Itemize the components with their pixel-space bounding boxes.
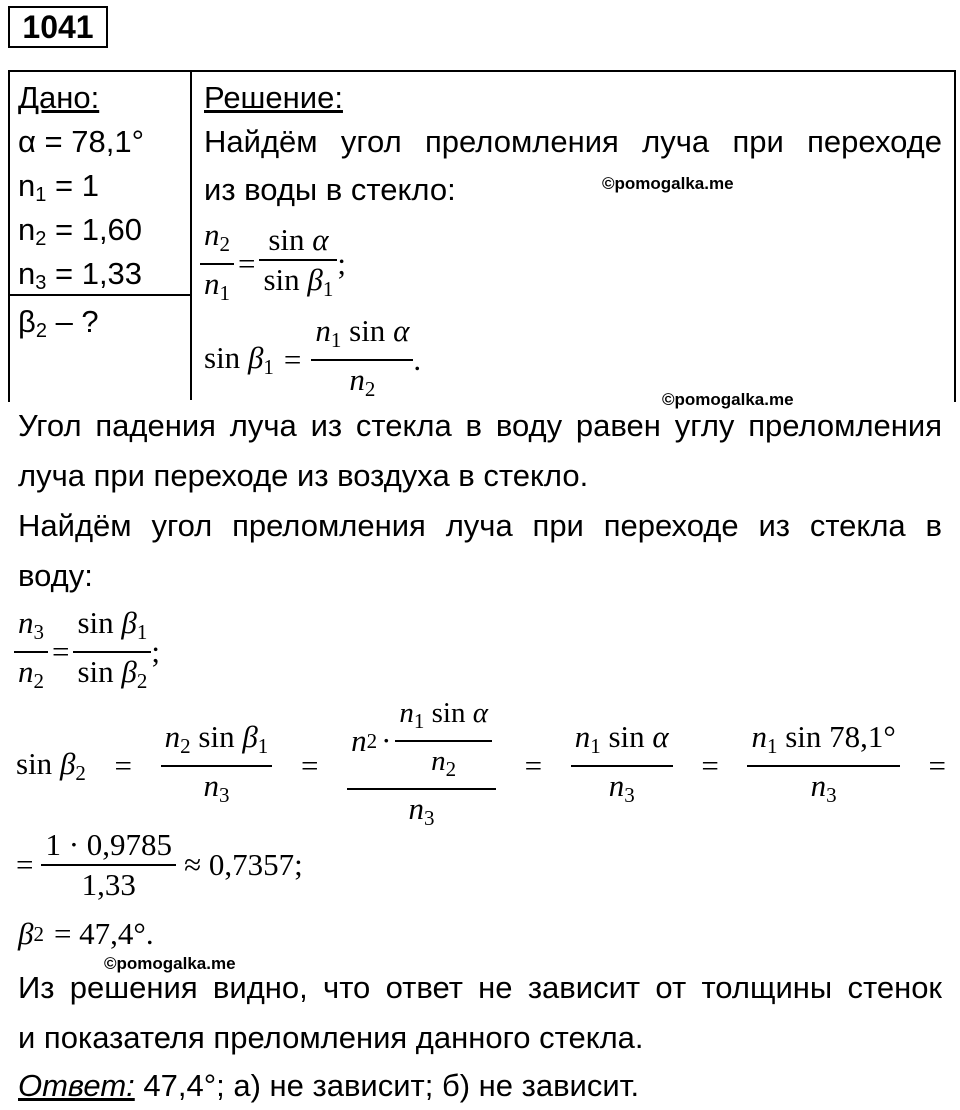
problem-number: 1041 [8, 6, 108, 48]
solution-title: Решение: [204, 80, 343, 115]
para2-line2: воду: [18, 558, 93, 593]
solution-intro-line1: Найдём угол преломления луча при переходе [204, 124, 942, 159]
watermark: ©pomogalka.me [104, 954, 236, 973]
para1-line2: луча при переходе из воздуха в стекло. [18, 458, 589, 493]
formula-ratio-1: $\frac{n_2}{n_1}$ = $\frac{\text{sin α}}{\sin \beta_1}$ ; [200, 216, 346, 312]
conclusion-line1: Из решения видно, что ответ не зависит от толщины стенок [18, 970, 942, 1005]
formula-beta2: β 2 = 47,4°. [18, 916, 154, 951]
given-alpha: α = 78,1° [18, 124, 144, 159]
answer-label: Ответ: [18, 1068, 135, 1103]
formula-sin-beta1: $\sin \beta_1$ = $\frac{n_1 \sin \alpha}{n_2}$ . [204, 313, 422, 401]
given-n3: $n_3 = 1,33$ [18, 256, 143, 294]
para2-line1: Найдём угол преломления луча при переходе из стекла в [18, 508, 942, 543]
formula-ratio-2: $\frac{n_3}{n_2}$ = $\frac{\sin \beta_1}{\sin \beta_2}$ ; [14, 604, 160, 700]
given-n2: $n_2 = 1,60$ [18, 212, 143, 250]
given-find: $\beta_2$ – ? [18, 304, 99, 342]
para1-line1: Угол падения луча из стекла в воду равен углу преломления [18, 408, 942, 443]
formula-chain: $\sin \beta_2$ = $\frac{n_2 \sin \beta_1}{n_3}$ = n 2 · $\frac{n_1 \sin \alpha}{n_2}$ $n_3$ = $\frac{n_1 \sin \alpha}{n_3}$ = $\frac{n_1 \sin 78,1^\circ}{n_3}$ = [16, 697, 946, 830]
given-title: Дано: [18, 80, 100, 115]
watermark: ©pomogalka.me [602, 174, 734, 193]
given-n1: $n_1 = 1$ [18, 168, 99, 206]
answer [18, 1064, 639, 1108]
solution-intro-line2: из воды в стекло: [204, 172, 456, 207]
answer-text: 47,4°; а) не зависит; б) не зависит. [134, 1068, 640, 1103]
formula-numeric: = $\frac{1 \cdot 0,9785}{1,33}$ ≈ 0,7357; [16, 827, 303, 902]
frame-divider-vertical [190, 70, 192, 400]
conclusion-line2: и показателя преломления данного стекла. [18, 1020, 644, 1055]
watermark: ©pomogalka.me [662, 390, 794, 409]
